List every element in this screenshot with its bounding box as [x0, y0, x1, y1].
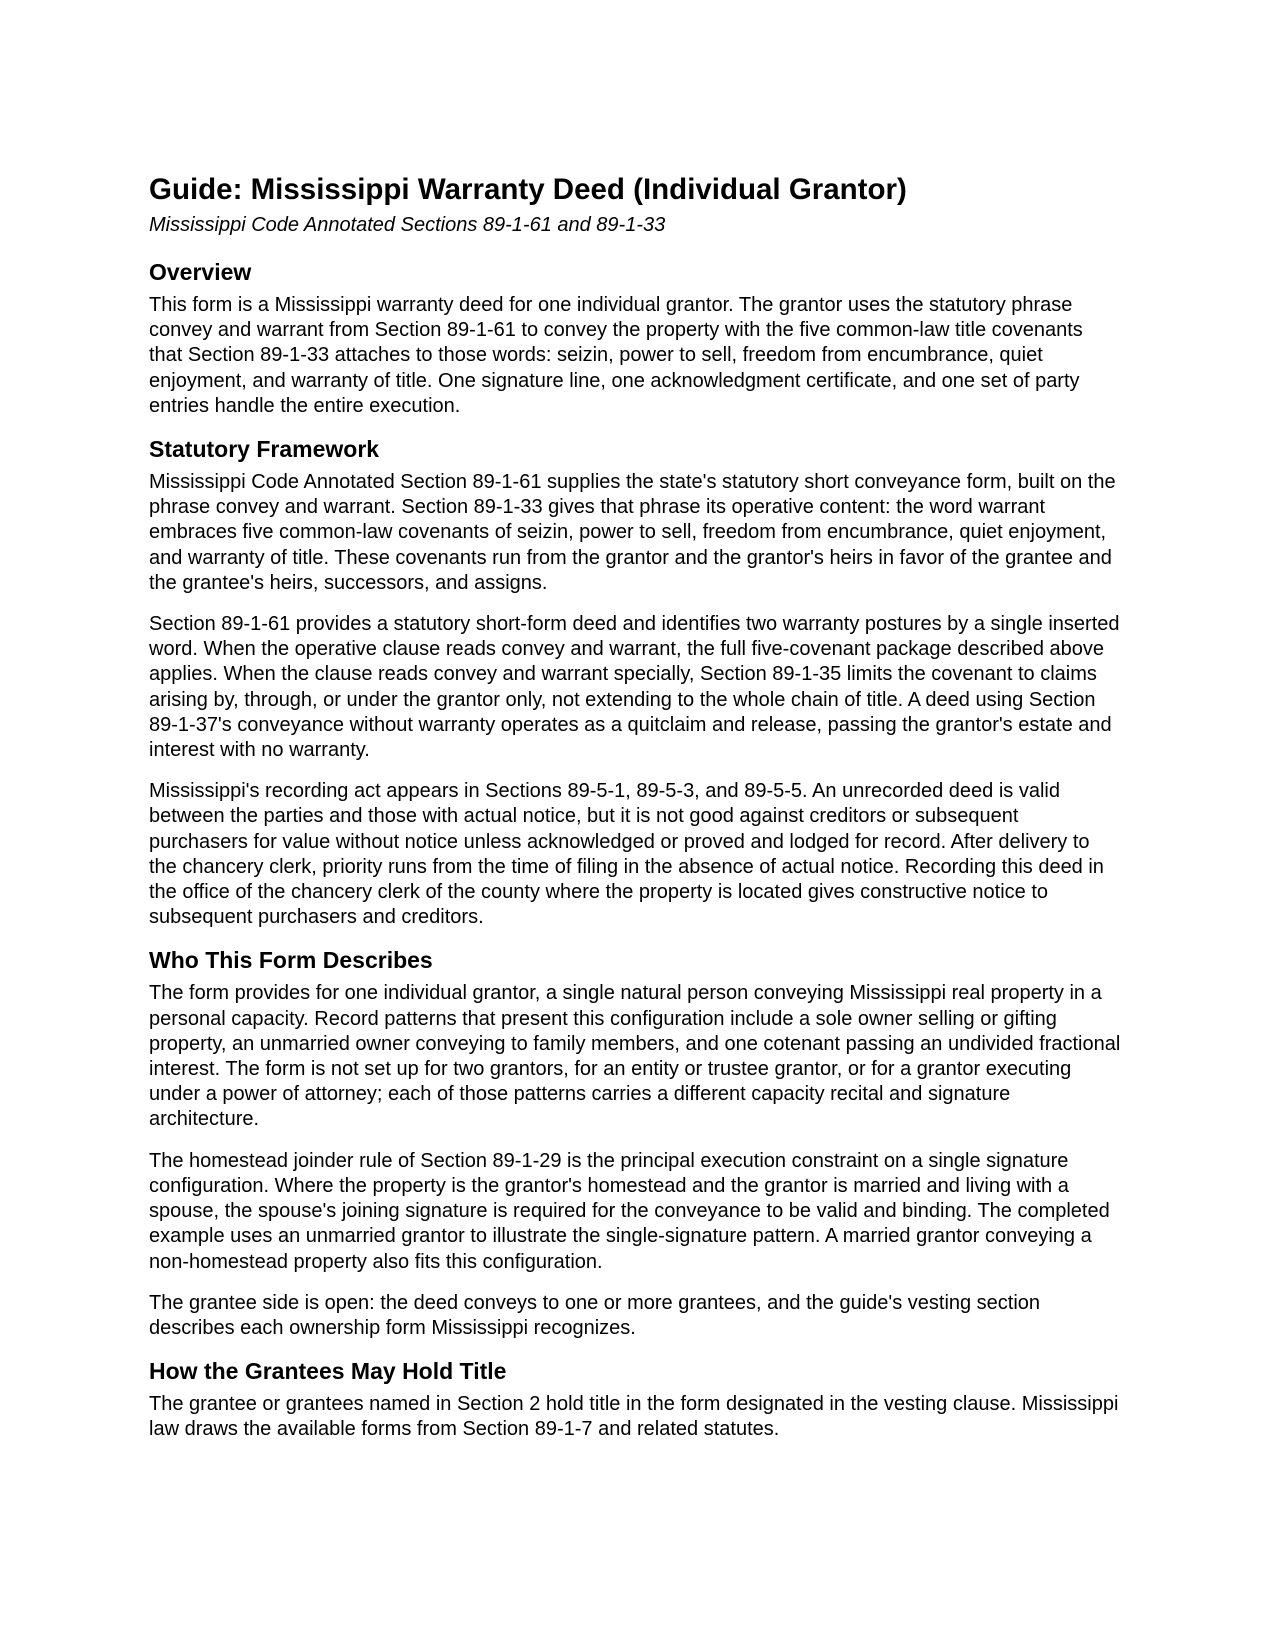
section-who-this-form-describes — [149, 946, 1121, 1341]
paragraph: Mississippi's recording act appears in Sections 89-5-1, 89-5-3, and 89-5-5. An unrecorded deed is valid between the parties and those with actual notice, but it is not good against creditors or subsequent purchasers for value without notice unless acknowledged or proved and lodged for record. After delivery to the chancery clerk, priority runs from the time of filing in the absence of actual notice. Recording this deed in the office of the chancery clerk of the county where the property is located gives constructive notice to subsequent purchasers and creditors. — [149, 780, 1104, 929]
paragraph: The grantee or grantees named in Section 2 hold title in the form designated in the vesting clause. Mississippi law draws the available forms from Section 89-1-7 and related statutes. — [149, 1393, 1119, 1441]
section-how-grantees-hold-title — [149, 1357, 1121, 1442]
page-title: Guide: Mississippi Warranty Deed (Individual Grantor) — [149, 173, 907, 206]
section-statutory-framework — [149, 435, 1121, 930]
section-heading: How the Grantees May Hold Title — [149, 1358, 507, 1385]
section-heading: Statutory Framework — [149, 436, 380, 463]
paragraph: This form is a Mississippi warranty deed for one individual grantor. The grantor uses the statutory phrase convey and warrant from Section 89-1-61 to convey the property with the five common-law title covenants that Section 89-1-33 attaches to those words: seizin, power to sell, freedom from encumbrance, quiet enjoyment, and warranty of title. One signature line, one acknowledgment certificate, and one set of party entries handle the entire execution. — [149, 294, 1083, 417]
document-page — [149, 172, 1121, 1459]
section-heading: Who This Form Describes — [149, 947, 433, 974]
page-subtitle: Mississippi Code Annotated Sections 89-1-61 and 89-1-33 — [149, 214, 666, 236]
paragraph: The grantee side is open: the deed conveys to one or more grantees, and the guide's vesting section describes each ownership form Mississippi recognizes. — [149, 1291, 1041, 1339]
paragraph: The homestead joinder rule of Section 89-1-29 is the principal execution constraint on a single signature configuration. Where the property is the grantor's homestead and the grantor is married and living with a spouse, the spouse's joining signature is required for the conveyance to be valid and binding. The completed example uses an unmarried grantor to illustrate the single-signature pattern. A married grantor conveying a non-homestead property also fits this configuration. — [149, 1149, 1110, 1273]
paragraph: Mississippi Code Annotated Section 89-1-61 supplies the state's statutory short conveyance form, built on the phrase convey and warrant. Section 89-1-33 gives that phrase its operative content: the word warrant embraces five common-law covenants of seizin, power to sell, freedom from encumbrance, quiet enjoyment, and warranty of title. These covenants run from the grantor and the grantor's heirs in favor of the grantee and the grantee's heirs, successors, and assigns. — [149, 471, 1116, 594]
paragraph: Section 89-1-61 provides a statutory short-form deed and identifies two warranty postures by a single inserted word. When the operative clause reads convey and warrant, the full five-covenant package described above applies. When the clause reads convey and warrant specially, Section 89-1-35 limits the covenant to claims arising by, through, or under the grantor only, not extending to the whole chain of title. A deed using Section 89-1-37's conveyance without warranty operates as a quitclaim and release, passing the grantor's estate and interest with no warranty. — [149, 613, 1120, 762]
paragraph: The form provides for one individual grantor, a single natural person conveying Mississippi real property in a personal capacity. Record patterns that present this configuration include a sole owner selling or gifting property, an unmarried owner conveying to family members, and one cotenant passing an undivided fractional interest. The form is not set up for two grantors, for an entity or trustee grantor, or for a grantor executing under a power of attorney; each of those patterns carries a different capacity recital and signature architecture. — [149, 982, 1121, 1131]
section-overview — [149, 258, 1121, 419]
section-heading: Overview — [149, 259, 252, 285]
